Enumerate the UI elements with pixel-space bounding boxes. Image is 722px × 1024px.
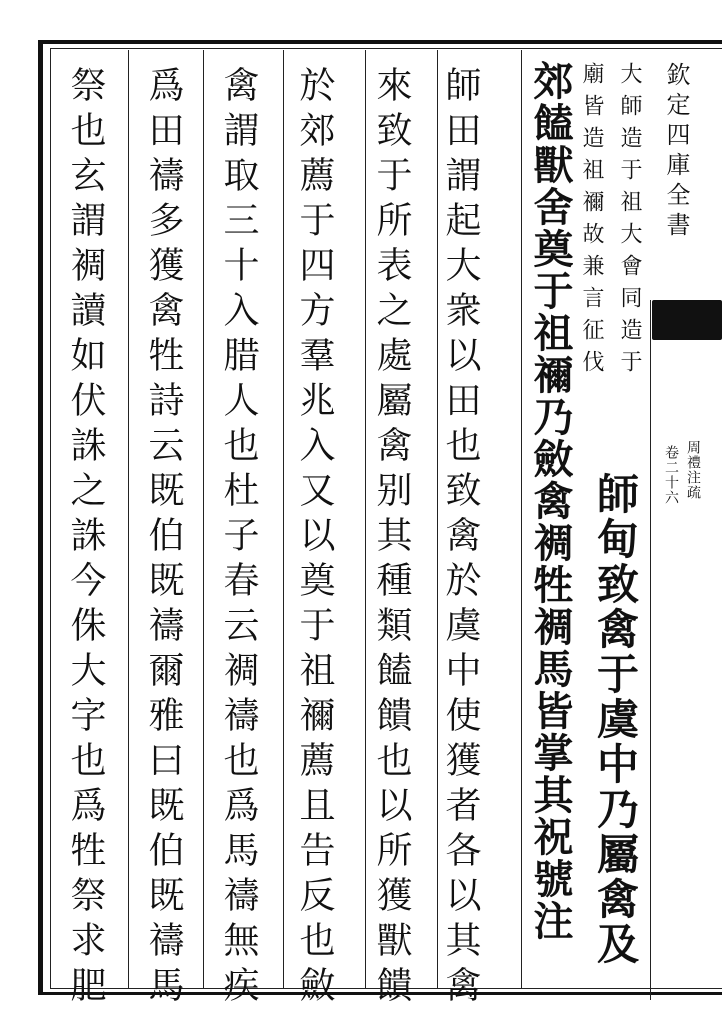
column-rule [283, 50, 284, 988]
column-rule [203, 50, 204, 988]
column-rule [437, 50, 438, 988]
text-column: 大師造于祖大會同造于 [617, 62, 642, 382]
book-title: 欽定四庫全書 [662, 62, 690, 242]
fold-mark [652, 300, 722, 340]
column-rule [521, 50, 522, 988]
text-column: 於郊薦于四方羣兆入又以奠于祖禰薦且告反也斂 [294, 66, 335, 1011]
text-column: 祭也玄謂裯讀如伏誅之誅今侏大字也爲牲祭求肥 [65, 66, 106, 1011]
text-column: 爲田禱多獲禽牲詩云既伯既禱爾雅曰既伯既禱馬 [143, 66, 184, 1011]
margin-note-blur: 周禮注疏 [685, 440, 701, 500]
text-column: 來致于所表之處屬禽别其種類饁饋也以所獲獸饋 [371, 66, 412, 1011]
text-column: 師田謂起大衆以田也致禽於虞中使獲者各以其禽 [440, 66, 481, 1011]
margin-note-volume: 卷二十六 [663, 445, 679, 505]
fold-line [650, 300, 651, 1000]
text-column: 禽謂取三十入腊人也杜子春云裯禱也爲馬禱無疾 [218, 66, 259, 1011]
text-column: 師甸致禽于虞中乃屬禽及 [591, 472, 640, 967]
text-column: 廟皆造祖禰故兼言征伐 [579, 62, 604, 382]
column-rule [128, 50, 129, 988]
text-column: 郊饁獸舍奠于祖禰乃斂禽裯牲裯馬皆掌其祝號注 [527, 60, 574, 942]
column-rule [365, 50, 366, 988]
